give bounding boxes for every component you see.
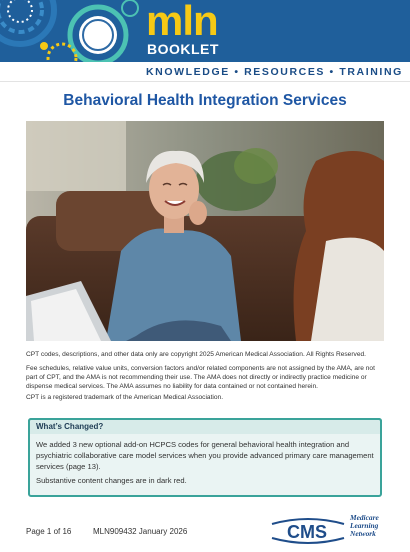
cms-logo-icon [268,516,346,546]
document-id: MLN909432 January 2026 [93,527,188,536]
whats-changed-title: What’s Changed? [36,422,104,431]
medicare-learning-network-logo: Medicare Learning Network [350,513,379,538]
trademark-notice: CPT is a registered trademark of the American Medical Association. [26,394,224,401]
booklet-label: BOOKLET [147,41,219,57]
page-title: Behavioral Health Integration Services [63,92,347,109]
header-band [0,0,410,62]
cms-logo-text: CMS [287,522,327,542]
tagline: KNOWLEDGE • RESOURCES • TRAINING [146,66,403,78]
ama-disclaimer: Fee schedules, relative value units, conversion factors and/or related components are not assigned by the AMA, are not part of CPT, and the AMA is not recommending their use. The AMA does not directly or indirectly practice medicine or dispense medical services. The AMA assumes no liability for data contained or not contained herein. [26,365,375,390]
mln-logo: mln [146,0,218,44]
clinician-consultation-photo [26,121,384,341]
page-number: Page 1 of 16 [26,527,72,536]
whats-changed-note: Substantive content changes are in dark red. [36,476,187,485]
decorative-circles-icon [0,0,140,62]
photo-icon [26,121,384,341]
whats-changed-body: We added 3 new optional add-on HCPCS codes for general behavioral health integration and psychiatric collaborative care model services when you provide advanced primary care management services (page 13). [36,440,374,471]
copyright-notice: CPT codes, descriptions, and other data only are copyright 2025 American Medical Association. All Rights Reserved. [26,351,367,358]
